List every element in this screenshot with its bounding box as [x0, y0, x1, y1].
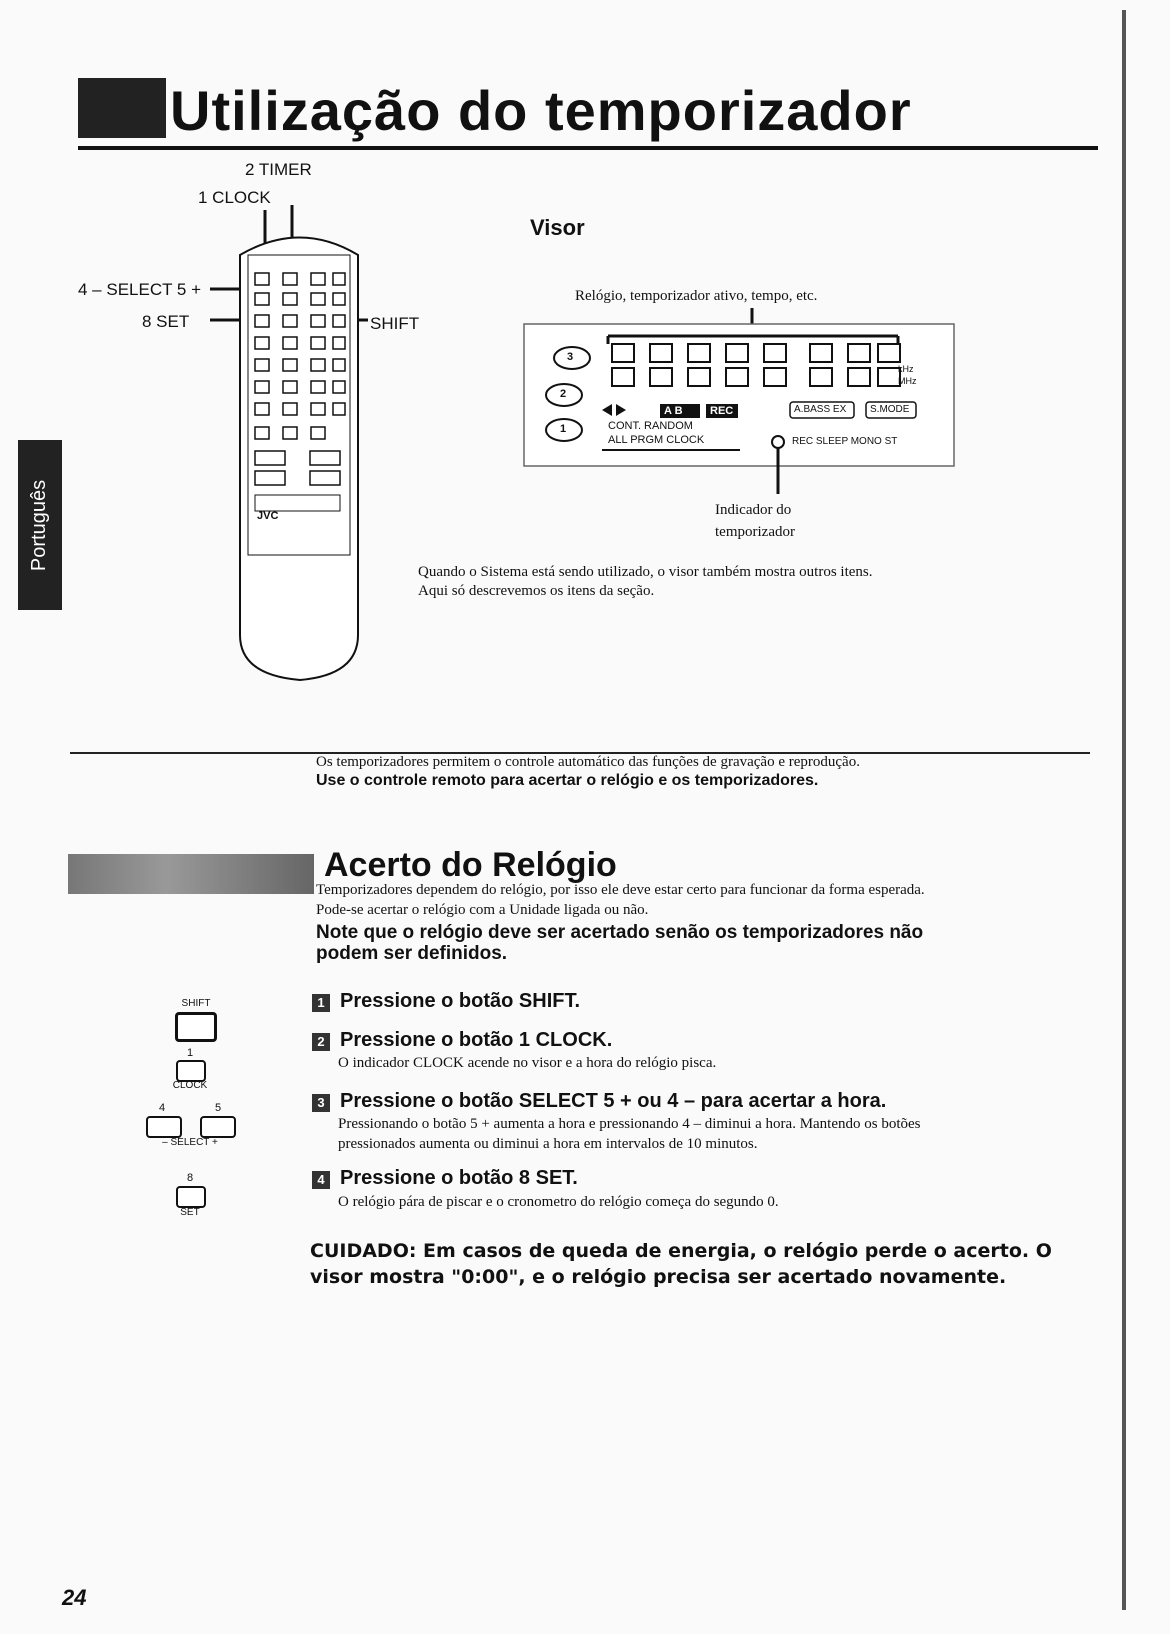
step-1-title: Pressione o botão SHIFT.	[340, 990, 581, 1012]
section-paragraph-1: Temporizadores dependem do relógio, por isso ele deve estar certo para funcionar da forma esperada.	[316, 882, 925, 898]
remote-label-set: 8 SET	[142, 312, 190, 331]
step-3	[312, 1090, 886, 1113]
display-cont-random: CONT. RANDOM	[608, 420, 693, 432]
caution-line-1: CUIDADO: Em casos de queda de energia, o relógio perde o acerto. O	[310, 1240, 1052, 1262]
display-all-prgm-clock: ALL PRGM CLOCK	[608, 434, 705, 446]
shift-key-icon	[175, 1012, 217, 1042]
step-4-number: 4	[312, 1171, 330, 1189]
select-minus-number: 4	[158, 1102, 166, 1114]
section-title: Acerto do Relógio	[324, 846, 617, 884]
section-note-1: Note que o relógio deve ser acertado senão os temporizadores não	[316, 922, 924, 943]
section-block	[68, 854, 314, 894]
remote-label-shift: SHIFT	[370, 314, 420, 333]
display-khz: kHz	[898, 364, 914, 374]
intro-line-1: Os temporizadores permitem o controle automático das funções de gravação e reprodução.	[316, 754, 860, 770]
visor-description-1: Quando o Sistema está sendo utilizado, o visor também mostra outros itens.	[418, 564, 873, 580]
intro-line-2: Use o controle remoto para acertar o relógio e os temporizadores.	[316, 772, 819, 789]
step-2-title: Pressione o botão 1 CLOCK.	[340, 1029, 613, 1051]
display-panel-illustration	[520, 300, 960, 500]
step-2-number: 2	[312, 1033, 330, 1051]
remote-label-timer: 2 TIMER	[245, 160, 312, 179]
display-rec-sleep: REC SLEEP MONO ST	[792, 436, 898, 447]
caution-line-2: visor mostra "0:00", e o relógio precisa ser acertado novamente.	[310, 1266, 1007, 1288]
page-edge	[1122, 10, 1126, 1610]
set-key-number: 8	[186, 1172, 194, 1184]
display-abass: A.BASS EX	[794, 404, 847, 415]
step-3-number: 3	[312, 1094, 330, 1112]
clock-key-icon	[176, 1060, 206, 1082]
step-1	[312, 990, 580, 1013]
display-ab: A B	[664, 405, 683, 417]
page-title: Utilização do temporizador	[170, 79, 912, 142]
remote-label-clock: 1 CLOCK	[198, 188, 271, 207]
remote-brand: JVC	[257, 510, 279, 522]
visor-top-caption: Relógio, temporizador ativo, tempo, etc.	[575, 288, 818, 304]
step-3-description-2: pressionados aumenta ou diminui a hora em intervalos de 10 minutos.	[338, 1136, 758, 1152]
timer-indicator-caption-1: Indicador do	[715, 502, 792, 518]
remote-label-select: 4 – SELECT 5 +	[78, 280, 202, 299]
step-2	[312, 1029, 612, 1052]
select-plus-key-icon	[200, 1116, 236, 1138]
display-smode: S.MODE	[870, 404, 910, 415]
display-disc2: 2	[560, 388, 567, 400]
step-4-title: Pressione o botão 8 SET.	[340, 1167, 578, 1189]
step-3-description-1: Pressionando o botão 5 + aumenta a hora e pressionando 4 – diminui a hora. Mantendo os botões	[338, 1116, 921, 1132]
remote-control-illustration	[200, 195, 390, 715]
language-tab-label: Português	[28, 479, 51, 571]
shift-button-label: SHIFT	[181, 998, 211, 1009]
step-4	[312, 1167, 578, 1190]
step-2-description: O indicador CLOCK acende no visor e a hora do relógio pisca.	[338, 1055, 717, 1071]
language-tab	[18, 440, 62, 610]
step-4-description: O relógio pára de piscar e o cronometro do relógio começa do segundo 0.	[338, 1194, 779, 1210]
caution-note	[310, 1238, 1090, 1290]
visor-description-2: Aqui só descrevemos os itens da seção.	[418, 583, 655, 599]
select-key-label: – SELECT +	[162, 1137, 218, 1148]
select-plus-number: 5	[214, 1102, 222, 1114]
visor-title: Visor	[530, 215, 585, 240]
step-3-title: Pressione o botão SELECT 5 + ou 4 – para acertar a hora.	[340, 1090, 887, 1112]
display-mhz: MHz	[898, 376, 917, 386]
display-disc1: 1	[560, 423, 567, 435]
step-1-number: 1	[312, 994, 330, 1012]
section-note-2: podem ser definidos.	[316, 943, 508, 964]
header-block	[78, 78, 166, 138]
set-key-label: SET	[180, 1207, 200, 1218]
page-number: 24	[62, 1585, 87, 1610]
clock-key-number: 1	[186, 1047, 194, 1059]
display-disc3: 3	[567, 351, 574, 363]
title-rule	[78, 146, 1098, 150]
timer-indicator-caption-2: temporizador	[715, 524, 795, 540]
section-paragraph-2: Pode-se acertar o relógio com a Unidade ligada ou não.	[316, 902, 649, 918]
display-rec-box: REC	[710, 405, 734, 417]
set-key-icon	[176, 1186, 206, 1208]
clock-key-label: CLOCK	[172, 1080, 208, 1091]
select-minus-key-icon	[146, 1116, 182, 1138]
